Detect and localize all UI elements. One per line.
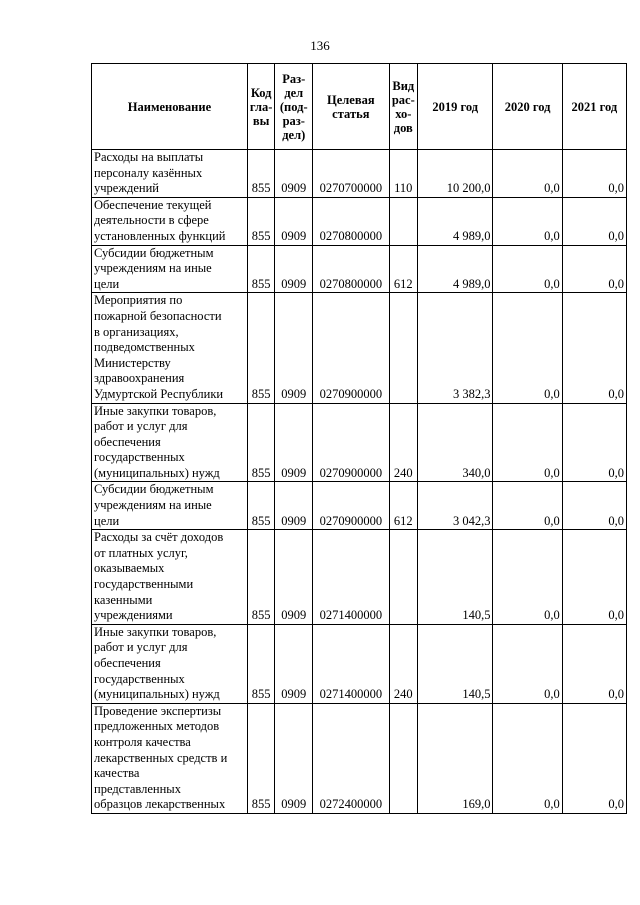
cell-2019: 340,0 bbox=[418, 403, 493, 482]
cell-2019: 4 989,0 bbox=[418, 197, 493, 245]
table-row bbox=[92, 482, 627, 530]
table-row bbox=[92, 150, 627, 198]
cell-2020: 0,0 bbox=[493, 293, 562, 403]
cell-expense-type: 240 bbox=[389, 624, 418, 703]
cell-name: Иные закупки товаров, работ и услуг для обеспечения государственных (муниципальных) нужд bbox=[92, 624, 248, 703]
header-target-article: Целевая статья bbox=[313, 64, 389, 150]
cell-chapter-code: 855 bbox=[247, 624, 275, 703]
header-expense-type: Вид рас- хо- дов bbox=[389, 64, 418, 150]
cell-chapter-code: 855 bbox=[247, 403, 275, 482]
cell-target-article: 0270700000 bbox=[313, 150, 389, 198]
cell-2020: 0,0 bbox=[493, 624, 562, 703]
cell-target-article: 0271400000 bbox=[313, 624, 389, 703]
cell-name: Субсидии бюджетным учреждениям на иные цели bbox=[92, 482, 248, 530]
cell-2021: 0,0 bbox=[562, 293, 626, 403]
cell-expense-type: 240 bbox=[389, 403, 418, 482]
table-body bbox=[92, 150, 627, 814]
cell-target-article: 0271400000 bbox=[313, 530, 389, 625]
cell-expense-type bbox=[389, 703, 418, 813]
cell-2020: 0,0 bbox=[493, 245, 562, 293]
table-row bbox=[92, 403, 627, 482]
cell-target-article: 0270800000 bbox=[313, 197, 389, 245]
cell-2021: 0,0 bbox=[562, 150, 626, 198]
cell-section: 0909 bbox=[275, 530, 313, 625]
cell-expense-type bbox=[389, 530, 418, 625]
cell-2021: 0,0 bbox=[562, 403, 626, 482]
cell-2019: 3 042,3 bbox=[418, 482, 493, 530]
cell-section: 0909 bbox=[275, 482, 313, 530]
cell-target-article: 0270900000 bbox=[313, 482, 389, 530]
cell-name: Расходы на выплаты персоналу казённых учреждений bbox=[92, 150, 248, 198]
cell-2020: 0,0 bbox=[493, 197, 562, 245]
cell-2019: 140,5 bbox=[418, 530, 493, 625]
table-row bbox=[92, 530, 627, 625]
cell-2019: 10 200,0 bbox=[418, 150, 493, 198]
table-row bbox=[92, 245, 627, 293]
table-header bbox=[92, 64, 627, 150]
cell-target-article: 0272400000 bbox=[313, 703, 389, 813]
cell-2021: 0,0 bbox=[562, 197, 626, 245]
cell-2019: 169,0 bbox=[418, 703, 493, 813]
cell-2020: 0,0 bbox=[493, 403, 562, 482]
table-row bbox=[92, 293, 627, 403]
cell-name: Мероприятия по пожарной безопасности в организациях, подведомственных Министерству здравоохранения Удмуртской Республики bbox=[92, 293, 248, 403]
cell-expense-type bbox=[389, 197, 418, 245]
header-2019: 2019 год bbox=[418, 64, 493, 150]
cell-chapter-code: 855 bbox=[247, 245, 275, 293]
cell-chapter-code: 855 bbox=[247, 703, 275, 813]
cell-section: 0909 bbox=[275, 703, 313, 813]
cell-2020: 0,0 bbox=[493, 150, 562, 198]
cell-expense-type: 612 bbox=[389, 482, 418, 530]
page-number: 136 bbox=[310, 38, 330, 53]
cell-section: 0909 bbox=[275, 197, 313, 245]
header-2021: 2021 год bbox=[562, 64, 626, 150]
cell-2019: 3 382,3 bbox=[418, 293, 493, 403]
table-row bbox=[92, 197, 627, 245]
cell-2021: 0,0 bbox=[562, 245, 626, 293]
cell-section: 0909 bbox=[275, 245, 313, 293]
cell-chapter-code: 855 bbox=[247, 293, 275, 403]
cell-expense-type bbox=[389, 293, 418, 403]
header-2020: 2020 год bbox=[493, 64, 562, 150]
cell-name: Субсидии бюджетным учреждениям на иные цели bbox=[92, 245, 248, 293]
cell-2021: 0,0 bbox=[562, 624, 626, 703]
cell-target-article: 0270900000 bbox=[313, 293, 389, 403]
table-row bbox=[92, 624, 627, 703]
cell-2021: 0,0 bbox=[562, 530, 626, 625]
header-name: Наименование bbox=[92, 64, 248, 150]
cell-2019: 140,5 bbox=[418, 624, 493, 703]
cell-chapter-code: 855 bbox=[247, 530, 275, 625]
budget-table bbox=[91, 63, 627, 814]
cell-2020: 0,0 bbox=[493, 482, 562, 530]
cell-chapter-code: 855 bbox=[247, 482, 275, 530]
header-section: Раз- дел (под- раз- дел) bbox=[275, 64, 313, 150]
cell-target-article: 0270800000 bbox=[313, 245, 389, 293]
cell-name: Обеспечение текущей деятельности в сфере установленных функций bbox=[92, 197, 248, 245]
cell-expense-type: 110 bbox=[389, 150, 418, 198]
cell-chapter-code: 855 bbox=[247, 150, 275, 198]
cell-name: Иные закупки товаров, работ и услуг для обеспечения государственных (муниципальных) нужд bbox=[92, 403, 248, 482]
table-row bbox=[92, 703, 627, 813]
cell-2020: 0,0 bbox=[493, 703, 562, 813]
cell-2021: 0,0 bbox=[562, 482, 626, 530]
cell-chapter-code: 855 bbox=[247, 197, 275, 245]
cell-section: 0909 bbox=[275, 624, 313, 703]
cell-section: 0909 bbox=[275, 293, 313, 403]
cell-section: 0909 bbox=[275, 150, 313, 198]
cell-2019: 4 989,0 bbox=[418, 245, 493, 293]
cell-2021: 0,0 bbox=[562, 703, 626, 813]
cell-target-article: 0270900000 bbox=[313, 403, 389, 482]
cell-expense-type: 612 bbox=[389, 245, 418, 293]
cell-name: Проведение экспертизы предложенных методов контроля качества лекарственных средств и качества представленных образцов лекарственных bbox=[92, 703, 248, 813]
header-chapter-code: Код гла- вы bbox=[247, 64, 275, 150]
cell-2020: 0,0 bbox=[493, 530, 562, 625]
cell-section: 0909 bbox=[275, 403, 313, 482]
cell-name: Расходы за счёт доходов от платных услуг, оказываемых государственными казенными учреждениями bbox=[92, 530, 248, 625]
